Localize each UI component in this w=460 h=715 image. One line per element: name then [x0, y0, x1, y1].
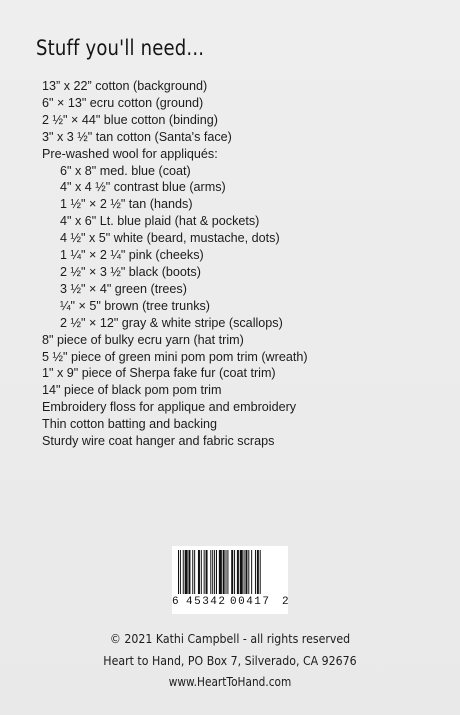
- supply-item: 2 ½" × 3 ½" black (boots): [60, 264, 201, 279]
- supply-item: Embroidery floss for applique and embroidery: [42, 400, 297, 415]
- supply-item: 6" x 8" med. blue (coat): [60, 163, 191, 178]
- supply-item: 5 ½" piece of green mini pom pom trim (wreath): [42, 349, 308, 364]
- barcode-check-digit: 2: [282, 596, 289, 608]
- supply-item: 2 ½" × 44" blue cotton (binding): [42, 112, 218, 127]
- supply-item: 3 ½" × 4" green (trees): [60, 281, 187, 296]
- copyright-line: © 2021 Kathi Campbell - all rights reserved: [109, 631, 351, 646]
- supply-item: ¼" × 5" brown (tree trunks): [60, 298, 210, 313]
- barcode-lead-digit: 6: [172, 596, 179, 608]
- barcode-left-digits: 45342: [186, 596, 227, 608]
- supply-item: 3" x 3 ½" tan cotton (Santa's face): [42, 129, 232, 144]
- supply-item: 4" x 4 ½" contrast blue (arms): [60, 180, 226, 195]
- supply-item: 13” x 22” cotton (background): [42, 79, 208, 93]
- supply-item: 1" x 9" piece of Sherpa fake fur (coat trim): [42, 366, 276, 381]
- barcode-right-digits: 00417: [230, 596, 271, 608]
- supply-item: 1 ¼" × 2 ¼" pink (cheeks): [60, 248, 204, 263]
- supply-item: 1 ½" × 2 ½" tan (hands): [60, 197, 193, 212]
- website-link[interactable]: www.HeartToHand.com: [168, 675, 292, 689]
- supply-list: [42, 78, 442, 450]
- supply-item: Pre-washed wool for appliqués:: [42, 146, 218, 161]
- supply-item: 14" piece of black pom pom trim: [42, 383, 222, 398]
- supply-item: 6" × 13" ecru cotton (ground): [42, 95, 204, 110]
- supply-item: Thin cotton batting and backing: [42, 417, 218, 432]
- address-line: Heart to Hand, PO Box 7, Silverado, CA 92676: [103, 653, 357, 668]
- barcode-bars: [178, 550, 282, 594]
- supplies-heading: Stuff you'll need...: [36, 36, 205, 60]
- supply-item: Sturdy wire coat hanger and fabric scraps: [42, 434, 275, 449]
- supply-item: 4 ½" x 5" white (beard, mustache, dots): [60, 231, 280, 246]
- supply-item: 2 ½" × 12" gray & white stripe (scallops): [60, 315, 283, 330]
- supply-item: 4" x 6" Lt. blue plaid (hat & pockets): [60, 214, 260, 229]
- supply-item: 8" piece of bulky ecru yarn (hat trim): [42, 332, 244, 347]
- barcode: [172, 546, 288, 614]
- barcode-number: [172, 596, 288, 610]
